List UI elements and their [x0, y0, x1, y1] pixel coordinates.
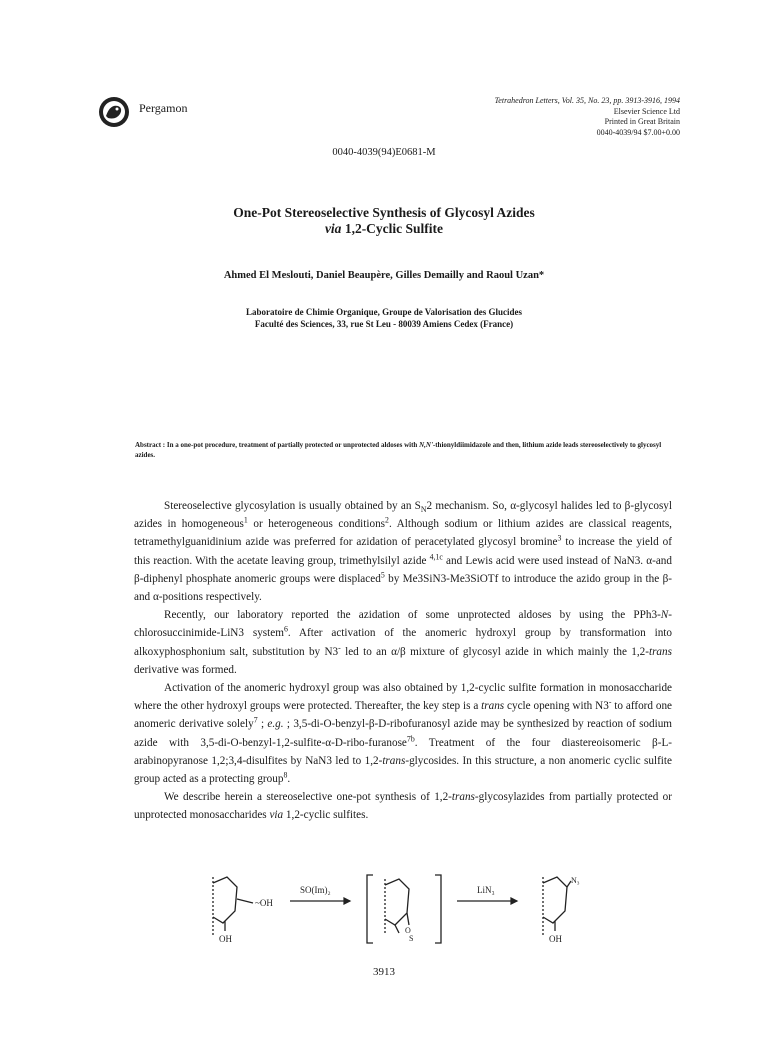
abstract-text-2: -thionyldiimidazole and then, lithium azide leads stereoselectively to glycosyl azides.: [135, 441, 662, 459]
p2-text-e: derivative was formed.: [134, 663, 237, 676]
reagent-2: LiN₃: [477, 885, 495, 895]
p3-italic-trans-2: trans: [382, 754, 406, 767]
title-line-2: [0, 221, 768, 237]
p3-text-c: to afford one anomeric derivative solely: [134, 700, 672, 731]
p3-text-b: cycle opening with N3: [504, 700, 609, 713]
arrow-2: [457, 898, 517, 904]
p4-text-b: -glycosylazides from partially protected or unprotected monosaccharides: [134, 791, 672, 822]
p2-ref-6: 6: [283, 624, 288, 634]
p3-ref-7b: 7b: [406, 733, 415, 743]
p1-text-g: by Me3SiN3-Me3SiOTf to introduce the azido group in the β-and α-positions respectively.: [134, 572, 672, 604]
p2-text-d: led to an α/β mixture of glycosyl azide in which mainly the 1,2-: [340, 645, 649, 658]
p1-ref-4: 4,1c: [429, 551, 443, 561]
p1-text-e: to increase the yield of this reaction. With the acetate leaving group, trimethylsilyl azide: [134, 536, 673, 567]
abstract-label: Abstract :: [135, 441, 166, 449]
authors: Ahmed El Meslouti, Daniel Beaupère, Gilles Demailly and Raoul Uzan*: [223, 270, 545, 281]
title-italic-via: via: [324, 221, 342, 236]
starting-sugar-structure: [213, 877, 253, 935]
abstract-italic: N,N': [419, 441, 433, 449]
journal-publisher: Elsevier Science Ltd: [613, 106, 680, 116]
journal-reference: Tetrahedron Letters, Vol. 35, No. 23, pp. 3913-3916, 1994: [494, 96, 680, 105]
p2-italic-n: N: [660, 609, 669, 622]
p1-ref-2: 2: [385, 515, 389, 525]
p3-text-d: ;: [257, 718, 268, 731]
p3-italic-eg: e.g.: [267, 718, 284, 731]
paragraph-4: [134, 788, 672, 824]
sulfite-o-label: O: [405, 926, 411, 935]
p2-italic-trans: trans: [648, 645, 672, 658]
p1-ref-5: 5: [380, 570, 385, 580]
azide-label: N₃: [571, 876, 580, 885]
abstract: [135, 440, 670, 460]
p4-italic-trans: trans: [451, 791, 475, 804]
p2-text-a: Recently, our laboratory reported the azidation of some unprotected aldoses by using the PPh3-: [164, 609, 661, 622]
p3-text-e: ; 3,5-di-O-benzyl-β-D-ribofuranosyl azide may be synthesized by reaction of sodium azide with 3,5-di-O-benzyl-1,2-sulfite-α-D-ribo-furanose: [134, 718, 673, 749]
p1-text-d: . Although sodium or lithium azides are classical reagents, tetramethylguanidinium azide was preferred for azidation of peracetylated glycosyl bromine: [134, 518, 672, 549]
pergamon-logo-icon: [98, 96, 130, 128]
arrow-1: [290, 898, 350, 904]
anomeric-oh-label: ~OH: [255, 898, 273, 908]
oh-label-1: OH: [219, 934, 232, 944]
title-line-2-rest: 1,2-Cyclic Sulfite: [341, 221, 444, 236]
p1-text-a: Stereoselective glycosylation is usually obtained by an S: [164, 500, 421, 512]
paragraph-3: [134, 679, 672, 788]
p4-text-a: We describe herein a stereoselective one-pot synthesis of 1,2-: [164, 791, 452, 804]
p4-text-c: 1,2-cyclic sulfites.: [283, 809, 369, 822]
p1-text-f: and Lewis acid were used instead of NaN3. α-and β-diphenyl phosphate anomeric groups were displaced: [134, 554, 672, 585]
body-text: [134, 497, 672, 825]
p1-ref-3: 3: [557, 533, 562, 543]
paragraph-1: [134, 497, 672, 606]
sulfite-s-label: S: [409, 934, 414, 943]
p3-italic-trans: trans: [481, 700, 505, 713]
p3-ref-8: 8: [283, 770, 288, 780]
cyclic-sulfite-intermediate: [367, 875, 441, 943]
p2-text-b: -chlorosuccinimide-LiN3 system: [134, 609, 672, 640]
p3-text-h: .: [287, 773, 291, 786]
paragraph-2: [134, 606, 672, 679]
oh-label-2: OH: [549, 934, 562, 944]
p4-italic-via: via: [269, 809, 284, 822]
abstract-text-1: In a one-pot procedure, treatment of partially protected or unprotected aldoses with: [165, 441, 420, 449]
journal-citation: [495, 96, 680, 138]
article-code: 0040-4039(94)E0681-M: [332, 147, 436, 158]
p1-ref-1: 1: [243, 515, 248, 525]
p1-text-c: or heterogeneous conditions: [247, 518, 386, 531]
page-number: 3913: [373, 966, 395, 978]
publisher-name: Pergamon: [139, 101, 188, 115]
affiliation: [0, 306, 768, 330]
affiliation-line-1: Laboratoire de Chimie Organique, Groupe de Valorisation des Glucides: [246, 307, 522, 317]
p3-text-a: Activation of the anomeric hydroxyl group was also obtained by 1,2-cyclic sulfite formation in monosaccharide where the other hydroxyl groups were protected. Thereafter, the key step is a: [134, 682, 672, 713]
p1-sub-n: N: [420, 505, 427, 515]
glycosyl-azide-product: [543, 877, 571, 935]
p3-sup-minus: -: [608, 697, 612, 707]
p2-text-c: . After activation of the anomeric hydroxyl group by transformation into alkoxyphosphonium salt, substitution by N3: [134, 627, 673, 658]
reagent-1: SO(Im)₂: [300, 885, 331, 895]
affiliation-line-2: Faculté des Sciences, 33, rue St Leu - 80039 Amiens Cedex (France): [254, 319, 514, 329]
p3-text-f: . Treatment of the four diastereoisomeric β-L-arabinopyranose 1,2;3,4-disulfites by NaN3 led to 1,2-: [134, 736, 672, 767]
p3-text-g: -glycosides. In this structure, a non anomeric cyclic sulfite group acted as a protecting group: [134, 754, 672, 786]
journal-issn: 0040-4039/94 $7.00+0.00: [596, 127, 680, 137]
p3-ref-7: 7: [253, 715, 258, 725]
reaction-scheme: [195, 873, 595, 953]
paper-title: [0, 205, 768, 237]
title-line-1: One-Pot Stereoselective Synthesis of Glycosyl Azides: [233, 205, 535, 220]
p2-sup-minus: -: [338, 642, 341, 652]
journal-printed: Printed in Great Britain: [604, 117, 680, 126]
p1-text-b: 2 mechanism. So, α-glycosyl halides led to β-glycosyl azides in homogeneous: [134, 500, 673, 531]
